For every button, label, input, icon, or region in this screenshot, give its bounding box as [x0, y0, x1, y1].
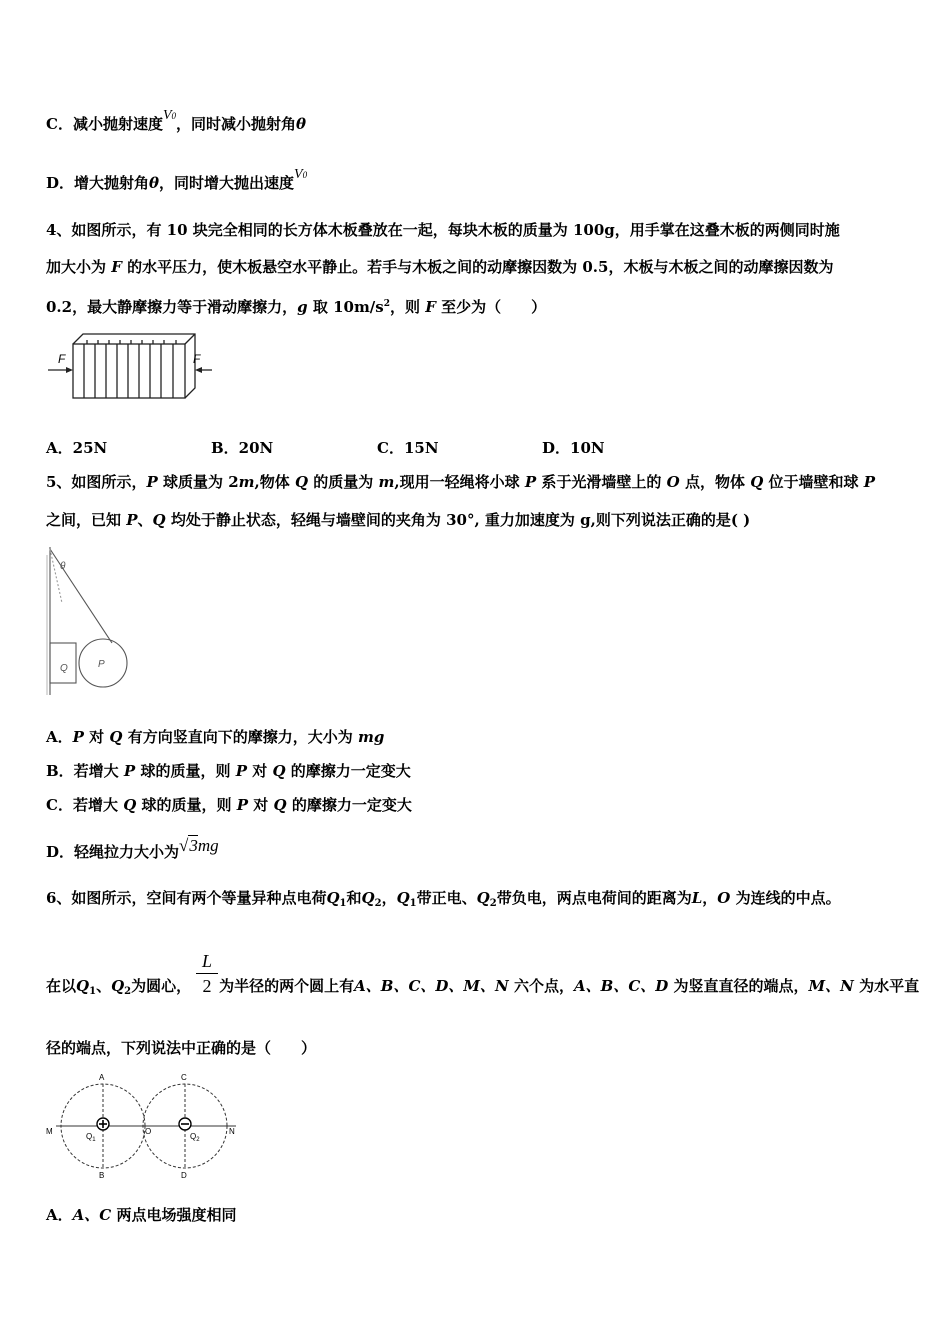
right-arrowhead	[195, 367, 202, 373]
positive-charge-icon	[97, 1118, 109, 1130]
left-force-label: F	[58, 352, 66, 366]
q5-text: ,物体	[254, 473, 290, 491]
q4-text: 取 10m/s	[312, 298, 384, 316]
v0-var: V	[294, 167, 303, 182]
q3-option-c-text: C．减小抛射速度	[46, 115, 163, 133]
Q-symbol: Q	[396, 889, 410, 907]
mg-symbol: mg	[357, 728, 385, 746]
points-list: A、B、C、D	[574, 977, 669, 995]
point-D-label: D	[181, 1171, 187, 1180]
option-letter: A．	[46, 728, 73, 746]
v0-sub: 0	[302, 170, 308, 180]
Q-symbol: Q	[476, 889, 490, 907]
q5-text: 的摩擦力一定变大	[290, 762, 411, 780]
Q2-label: $Q_2$	[190, 1132, 200, 1143]
q4-board-stack-figure	[46, 330, 216, 404]
q4-option-d: D．10N	[542, 439, 605, 457]
P-symbol: P	[236, 796, 249, 814]
subscript: 2	[374, 898, 382, 909]
q3-option-c-tail: ，同时减小抛射角	[176, 115, 297, 133]
Q-symbol: Q	[361, 889, 375, 907]
q5-text: 球质量为 2	[162, 473, 239, 491]
q5-text: 球的质量，则	[141, 796, 232, 814]
Q-symbol: Q	[750, 473, 764, 491]
g-symbol: g	[297, 298, 308, 316]
q6-line-1	[46, 888, 841, 914]
force-symbol: F	[425, 298, 436, 316]
m-symbol: m	[378, 473, 395, 491]
q5-line-1	[46, 472, 875, 492]
P-symbol: P	[146, 473, 158, 491]
q5-text: 对	[89, 728, 105, 746]
theta-symbol: θ	[296, 115, 307, 133]
q4-option-a: A．25N	[46, 439, 108, 457]
P-symbol: P	[863, 473, 876, 491]
subscript: 1	[409, 898, 417, 909]
board-stack-edge	[185, 334, 195, 344]
q4-option-b: B．20N	[211, 439, 274, 457]
mg-symbol: mg	[197, 836, 219, 855]
q5-text: D．轻绳拉力大小为	[46, 843, 180, 861]
q3-option-d-text: D．增大抛射角	[46, 174, 150, 192]
point-A-label: A	[99, 1073, 105, 1082]
q5-wall-ball-figure	[40, 545, 140, 700]
O-symbol: O	[717, 889, 731, 907]
q4-line-1: 4、如图所示，有 10 块完全相同的长方体木板叠放在一起，每块木板的质量为 100g，用手掌在这叠木板的两侧同时施	[46, 221, 840, 239]
q6-text: 在以	[46, 977, 77, 995]
P-symbol: P	[123, 762, 136, 780]
q3-option-c	[46, 108, 307, 136]
q5-option-c	[46, 795, 412, 815]
P-symbol: P	[235, 762, 247, 780]
Q-symbol: Q	[326, 889, 340, 907]
q5-option-d	[46, 836, 219, 862]
q5-text: 均处于静止状态，轻绳与墙壁间的夹角为 30°, 重力加速度为 g,则下列说法正确的是( )	[170, 511, 751, 529]
negative-charge-icon	[179, 1118, 191, 1130]
option-letter: A．	[46, 1206, 73, 1224]
q5-line-2	[46, 510, 750, 530]
q5-text: 之间，已知	[46, 511, 122, 529]
L-symbol: L	[691, 889, 703, 907]
fraction-denominator: 2	[202, 976, 212, 996]
point-M-label: M	[46, 1127, 53, 1136]
q5-text: 、	[137, 511, 153, 529]
q6-text: 带负电，两点电荷间的距离为	[496, 889, 692, 907]
sqrt-expression: √3mg	[179, 836, 219, 855]
q5-text: 的质量为	[313, 473, 374, 491]
q5-text: 位于墙壁和球	[768, 473, 859, 491]
q6-text: ，	[381, 889, 397, 907]
Q-symbol: Q	[123, 796, 137, 814]
board-divisions	[84, 340, 176, 398]
fraction-bar	[196, 973, 218, 974]
P-symbol: P	[126, 511, 138, 529]
q4-text: 至少为（ ）	[441, 298, 547, 316]
q6-text: 和	[346, 889, 362, 907]
P-symbol: P	[72, 728, 84, 746]
v0-var: V	[162, 108, 172, 123]
q4-text: 的水平压力，使木板悬空水平静止。若手与木板之间的动摩擦因数为 0.5，木板与木板之间的动摩擦因数为	[127, 258, 834, 276]
q6-text: 为连线的中点。	[735, 889, 841, 907]
q6-text: 、	[96, 977, 112, 995]
q5-text: B．若增大	[46, 762, 119, 780]
P-symbol: P	[524, 473, 537, 491]
point-B-label: B	[99, 1171, 105, 1180]
m-symbol: m	[238, 473, 255, 491]
q3-option-d	[46, 167, 308, 195]
q6-text: 为竖直直径的端点，	[673, 977, 809, 995]
v0-symbol	[294, 167, 307, 182]
subscript: 2	[124, 986, 132, 997]
q3-option-d-tail: ，同时增大抛出速度	[159, 174, 295, 192]
q6-text: 为水平直	[859, 977, 920, 995]
P-label: P	[98, 659, 105, 670]
q4-text: ，则	[390, 298, 421, 316]
q5-text: C．若增大	[46, 796, 118, 814]
q5-option-b	[46, 761, 411, 781]
q6-text: 六个点，	[513, 977, 574, 995]
subscript: 2	[489, 898, 497, 909]
q5-text: 对	[253, 796, 269, 814]
q6-text: ，	[702, 889, 718, 907]
q5-option-a	[46, 727, 384, 747]
q6-line-2	[46, 976, 919, 1002]
Q-symbol: Q	[152, 511, 166, 529]
left-arrowhead	[66, 367, 73, 373]
q6-text: 6、如图所示，空间有两个等量异种点电荷	[46, 889, 327, 907]
q6-text: 两点电场强度相同	[116, 1206, 237, 1224]
subscript: 1	[339, 898, 347, 909]
right-force-label: F	[193, 352, 201, 366]
superscript: 2	[383, 299, 391, 309]
point-N-label: N	[229, 1127, 235, 1136]
q6-option-a	[46, 1205, 236, 1225]
subscript: 1	[89, 986, 97, 997]
q6-text: 带正电、	[416, 889, 477, 907]
Q-symbol: Q	[76, 977, 90, 995]
q5-text: 有方向竖直向下的摩擦力，大小为	[127, 728, 353, 746]
theta-symbol: θ	[149, 174, 160, 192]
q5-text: 系于光滑墙壁上的	[541, 473, 662, 491]
O-symbol: O	[666, 473, 680, 491]
radicand: 3	[189, 836, 198, 855]
v0-symbol	[163, 108, 176, 123]
force-symbol: F	[111, 258, 122, 276]
Q-symbol: Q	[109, 728, 123, 746]
q6-charges-figure	[44, 1070, 244, 1182]
q4-line-2	[46, 257, 833, 277]
q6-text: 为圆心，	[131, 977, 192, 995]
Q-symbol: Q	[273, 796, 287, 814]
fraction-numerator: L	[201, 951, 212, 971]
q5-text: ,现用一轻绳将小球	[394, 473, 520, 491]
q5-text: 5、如图所示，	[46, 473, 147, 491]
q5-text: 的摩擦力一定变大	[291, 796, 412, 814]
q6-text: 为半径的两个圆上有	[219, 977, 355, 995]
q5-text: 点，物体	[684, 473, 745, 491]
q5-text: 球的质量，则	[140, 762, 231, 780]
q4-line-3	[46, 294, 546, 317]
q4-text: 加大小为	[46, 258, 107, 276]
Q-symbol: Q	[111, 977, 125, 995]
points-list: A、B、C、D、M、N	[354, 977, 509, 995]
q6-line-3: 径的端点，下列说法中正确的是（ ）	[46, 1039, 317, 1057]
Q1-label: $Q_1$	[86, 1132, 96, 1143]
theta-label: θ	[60, 561, 66, 572]
Q-symbol: Q	[294, 473, 309, 491]
Q-symbol: Q	[272, 762, 286, 780]
q4-text: 0.2，最大静摩擦力等于滑动摩擦力，	[46, 298, 298, 316]
point-O-label: O	[145, 1127, 152, 1136]
q5-text: 对	[252, 762, 268, 780]
points-list: M、N	[808, 977, 854, 995]
v0-sub: 0	[171, 111, 177, 121]
Q-label: Q	[60, 663, 68, 674]
point-C-label: C	[181, 1073, 187, 1082]
q4-option-c: C．15N	[377, 439, 439, 457]
board-stack-front	[73, 344, 185, 398]
points-list: A、C	[72, 1206, 112, 1224]
